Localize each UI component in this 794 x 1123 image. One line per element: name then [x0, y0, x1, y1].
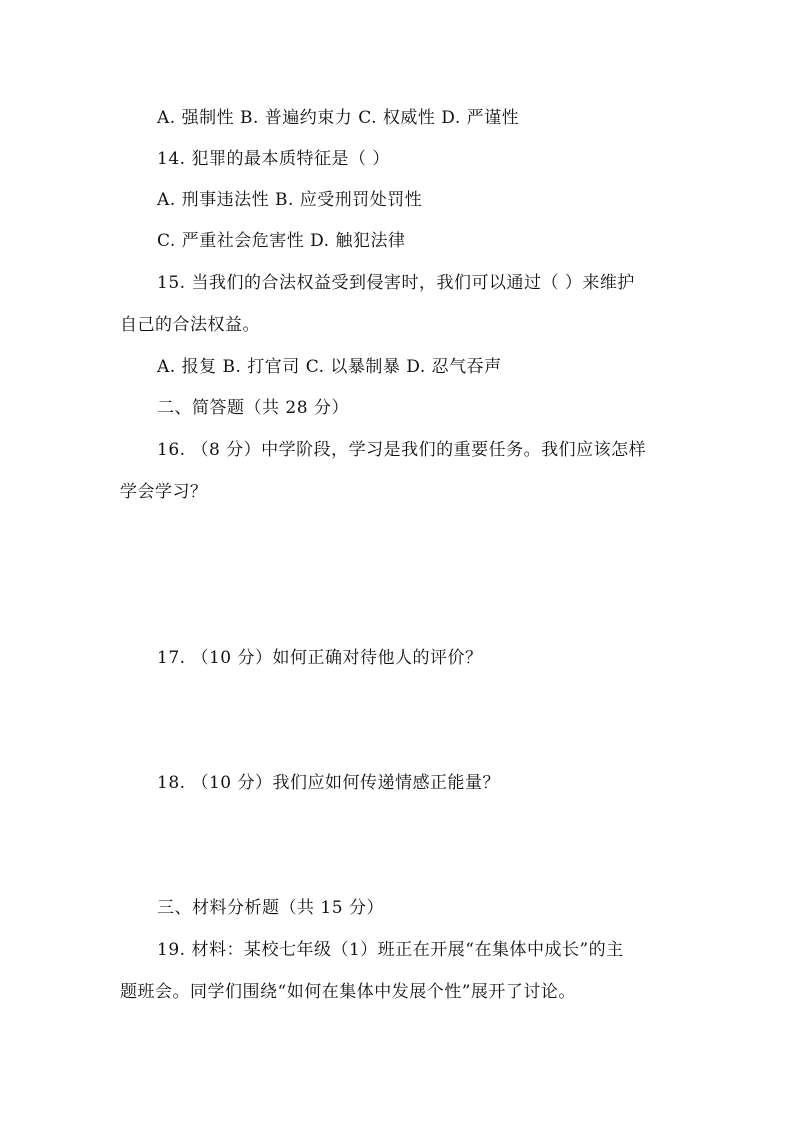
q14-options-ab: A. 刑事违法性 B. 应受刑罚处罚性 [157, 190, 423, 210]
q16-stem-continued: 学会学习？ [120, 482, 208, 502]
q19-material-continued: 题班会。同学们围绕“如何在集体中发展个性”展开了讨论。 [120, 982, 576, 1002]
q15-stem-continued: 自己的合法权益。 [120, 315, 260, 335]
section-heading-material-analysis: 三、材料分析题（共 15 分） [157, 898, 384, 918]
q15-options: A. 报复 B. 打官司 C. 以暴制暴 D. 忍气吞声 [157, 357, 502, 377]
q17-stem: 17. （10 分）如何正确对待他人的评价？ [157, 648, 483, 668]
q18-stem: 18. （10 分）我们应如何传递情感正能量？ [157, 773, 500, 793]
q13-options: A. 强制性 B. 普遍约束力 C. 权威性 D. 严谨性 [157, 108, 520, 128]
q16-stem: 16. （8 分）中学阶段，学习是我们的重要任务。我们应该怎样 [157, 440, 647, 460]
section-heading-short-answer: 二、简答题（共 28 分） [157, 398, 349, 418]
q19-material: 19. 材料：某校七年级（1）班正在开展“在集体中成长”的主 [157, 940, 624, 960]
q14-options-cd: C. 严重社会危害性 D. 触犯法律 [157, 231, 406, 251]
q15-stem: 15. 当我们的合法权益受到侵害时，我们可以通过（ ）来维护 [157, 273, 635, 293]
q14-stem: 14. 犯罪的最本质特征是（ ） [157, 149, 390, 169]
